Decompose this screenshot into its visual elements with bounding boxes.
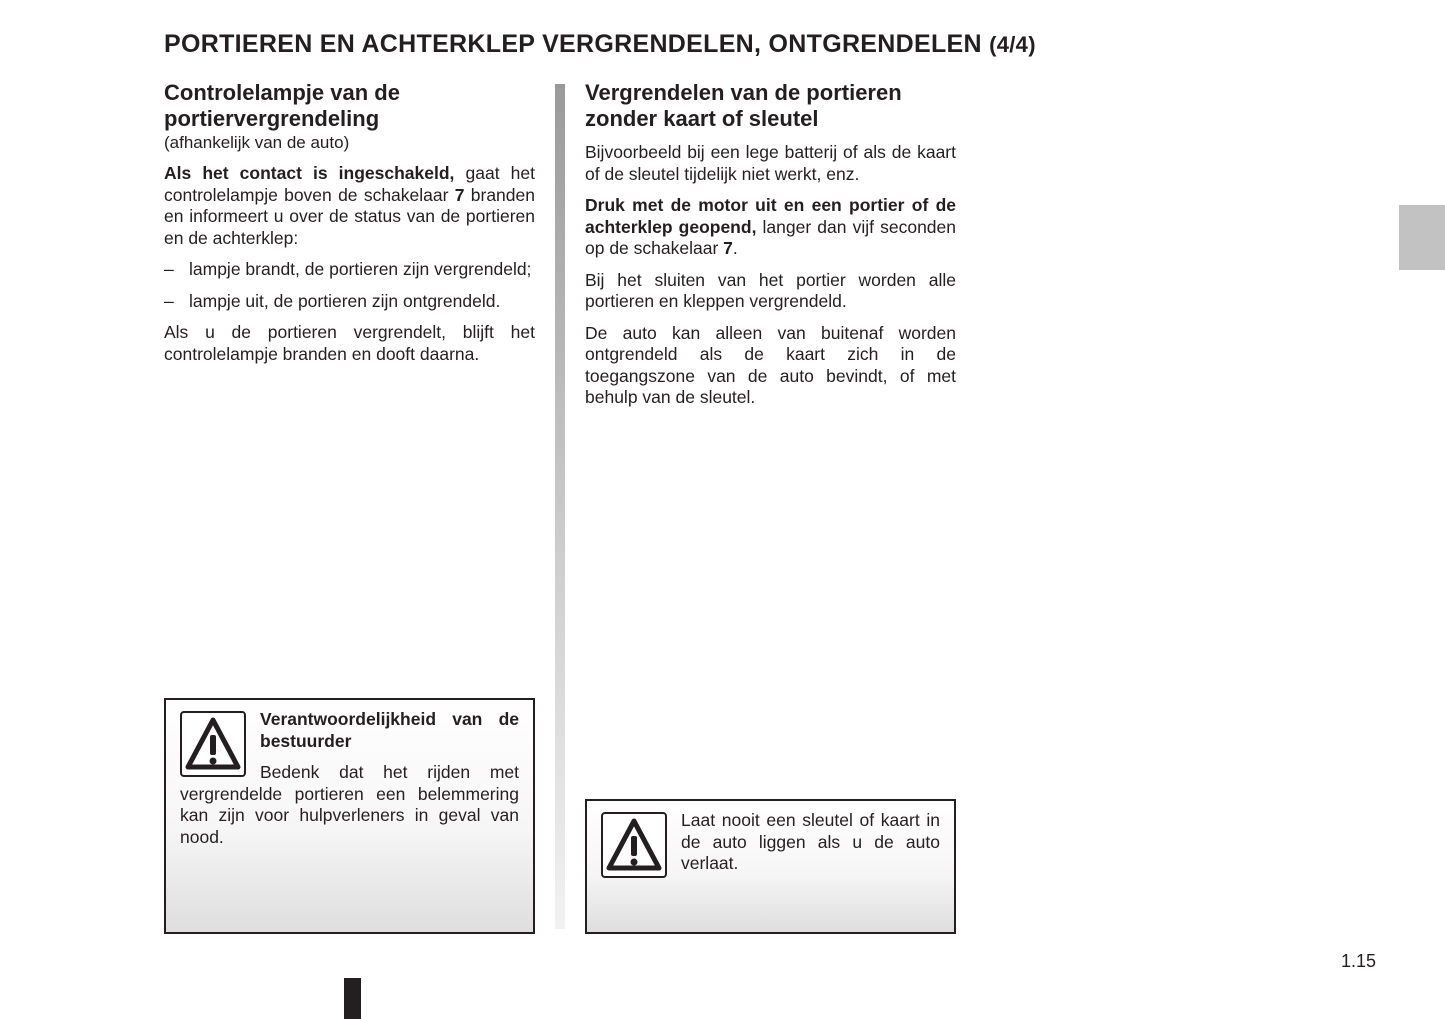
page-title-text: PORTIEREN EN ACHTERKLEP VERGRENDELEN, ONTGRENDELEN xyxy=(164,30,982,58)
list-item: – lampje uit, de portieren zijn ontgrendeld. xyxy=(164,291,535,313)
right-p2-text-1: langer dan vijf seconden op de schakelaar xyxy=(585,216,957,258)
left-intro-switch: 7 xyxy=(454,184,465,205)
warning-text: Bedenk dat het rijden met vergrendelde portieren een belemmering kan zijn voor hulpverleners in geval van nood. xyxy=(180,762,519,847)
driver-responsibility-warning xyxy=(164,698,535,934)
page-title xyxy=(164,30,1036,59)
right-p2-text-2: . xyxy=(732,238,738,258)
right-p2-bold: Druk met de motor uit en een portier of de achterklep geopend, xyxy=(585,195,956,237)
warning-triangle-icon xyxy=(601,812,667,878)
list-item: – lampje brandt, de portieren zijn vergrendeld; xyxy=(164,259,535,281)
chapter-tab xyxy=(1399,205,1445,270)
warning-triangle-icon xyxy=(180,711,246,777)
page-number: 1.15 xyxy=(1341,951,1377,971)
bottom-mark xyxy=(344,978,361,1019)
left-heading: Controlelampje van de portiervergrendeling xyxy=(164,80,400,131)
warning-title: Verantwoordelijkheid van de bestuurder xyxy=(260,709,519,751)
left-intro-text-2: branden en informeert u over de status van de portieren en de achterklep: xyxy=(164,184,535,248)
right-heading: Vergrendelen van de portieren zonder kaart of sleutel xyxy=(585,80,902,131)
right-paragraph-2 xyxy=(585,195,956,260)
column-divider xyxy=(555,84,565,929)
left-intro xyxy=(164,163,535,249)
left-intro-text-1: gaat het controlelampje boven de schakelaar xyxy=(164,163,535,205)
left-column xyxy=(164,80,535,375)
left-intro-bold: Als het contact is ingeschakeld, xyxy=(164,163,455,183)
page-title-part: (4/4) xyxy=(989,32,1036,57)
left-status-list xyxy=(164,259,535,312)
right-paragraph-1: Bijvoorbeeld bij een lege batterij of als de kaart of de sleutel tijdelijk niet werkt, enz. xyxy=(585,142,956,184)
right-p2-switch: 7 xyxy=(723,238,733,258)
right-paragraph-4: De auto kan alleen van buitenaf worden ontgrendeld als de kaart zich in de toegangszone van de auto bevindt, of met behulp van de sleutel. xyxy=(585,322,956,407)
left-subnote: (afhankelijk van de auto) xyxy=(164,133,350,152)
right-paragraph-3: Bij het sluiten van het portier worden alle portieren en kleppen vergrendeld. xyxy=(585,269,956,311)
right-column xyxy=(585,80,956,419)
warning-text: Laat nooit een sleutel of kaart in de auto liggen als u de auto verlaat. xyxy=(681,810,940,873)
left-outro: Als u de portieren vergrendelt, blijft het controlelampje branden en dooft daarna. xyxy=(164,322,535,364)
key-card-warning xyxy=(585,799,956,934)
